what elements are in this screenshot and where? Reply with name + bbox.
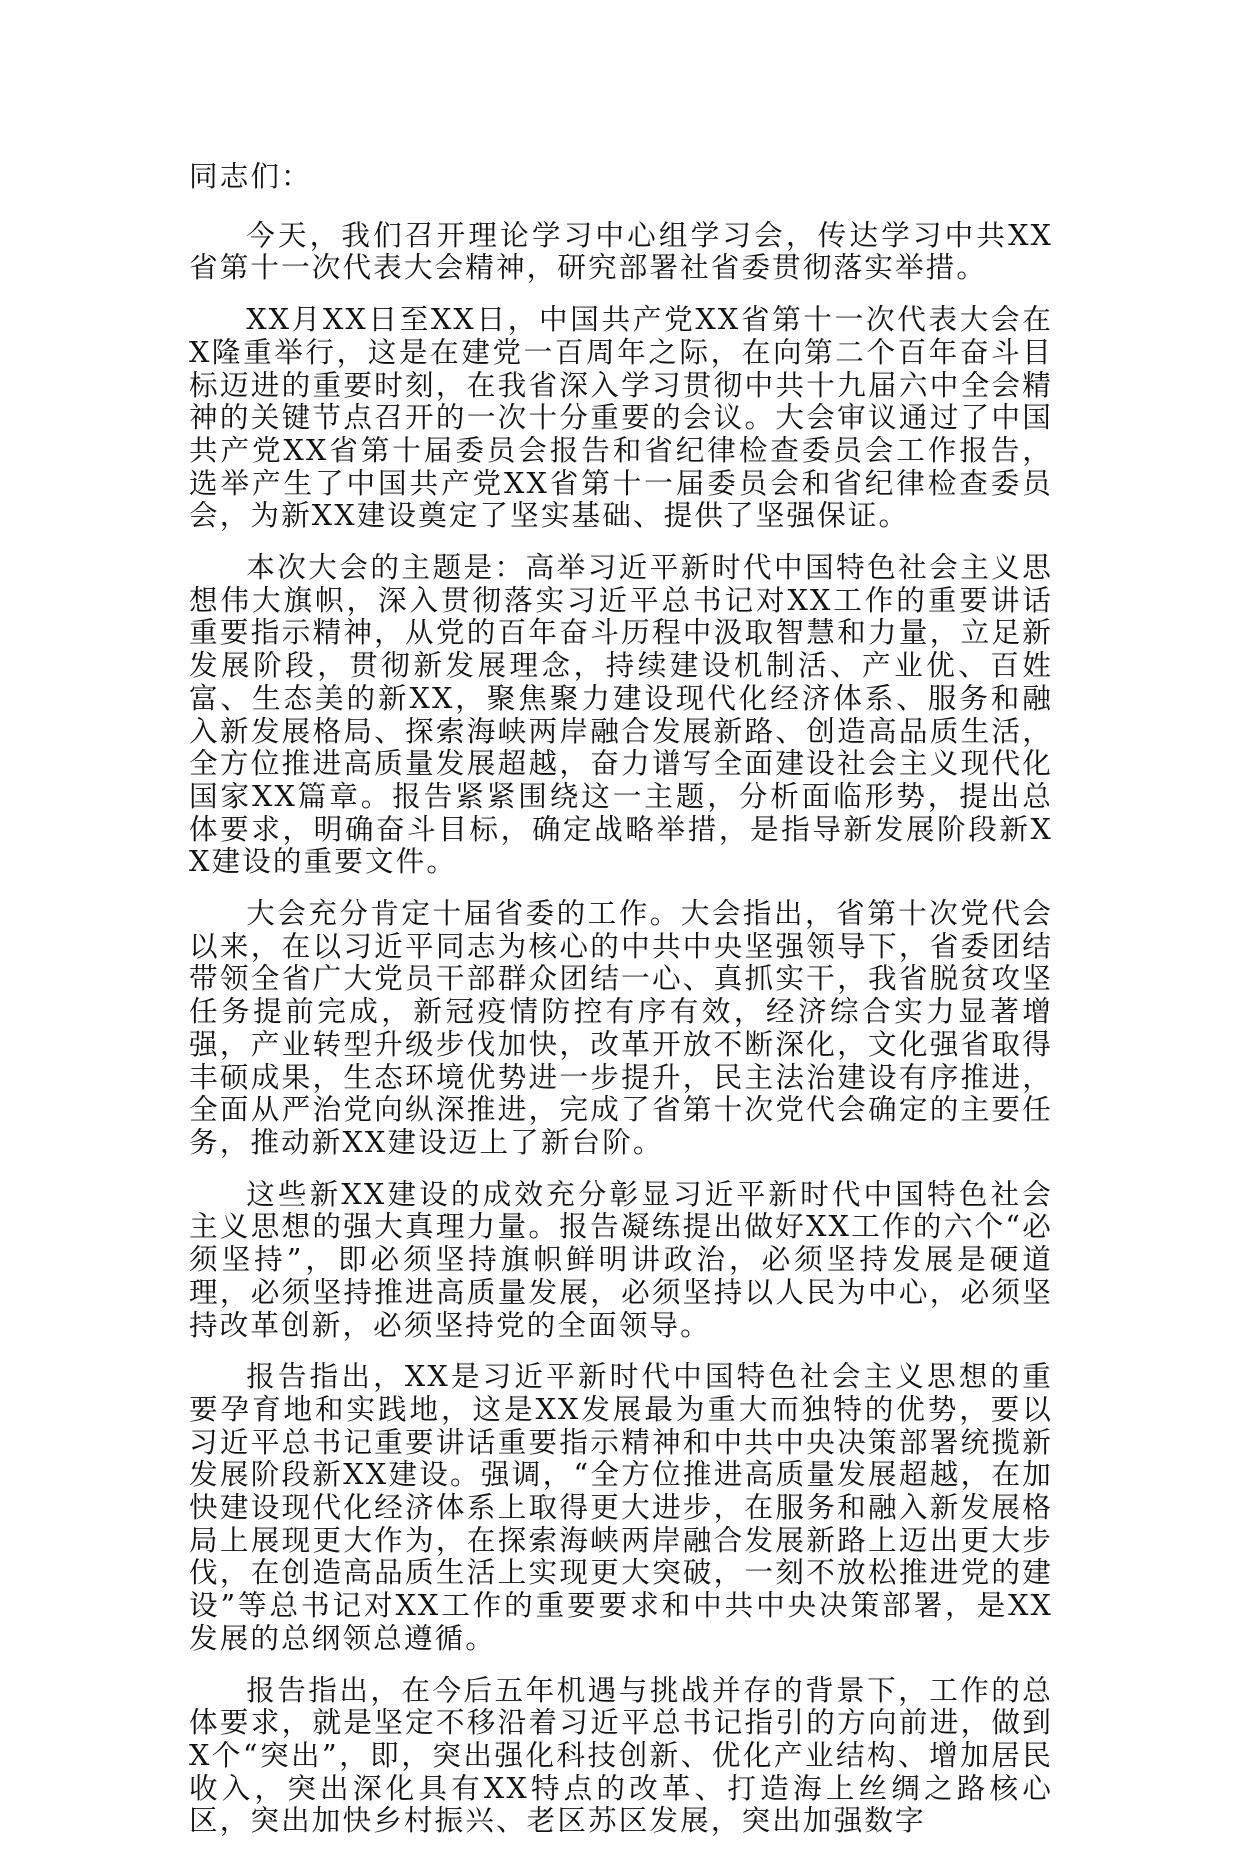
paragraph-intro: 今天，我们召开理论学习中心组学习会，传达学习中共XX省第十一次代表大会精神，研究部署社省委贯彻落实举措。 (189, 217, 1053, 285)
paragraph-congress-held: XX月XX日至XX日，中国共产党XX省第十一次代表大会在X隆重举行，这是在建党一百周年之际，在向第二个百年奋斗目标迈进的重要时刻，在我省深入学习贯彻中共十九届六中全会精神的关键节点召开的一次十分重要的会议。大会审议通过了中国共产党XX省第十届委员会报告和省纪律检查委员会工作报告，选举产生了中国共产党XX省第十一届委员会和省纪律检查委员会，为新XX建设奠定了坚实基础、提供了坚强保证。 (189, 302, 1053, 533)
document-page (189, 160, 1053, 1856)
paragraph-achievements: 大会充分肯定十届省委的工作。大会指出，省第十次党代会以来，在以习近平同志为核心的中共中央坚强领导下，省委团结带领全省广大党员干部群众团结一心、真抓实干，我省脱贫攻坚任务提前完成，新冠疫情防控有序有效，经济综合实力显著增强，产业转型升级步伐加快，改革开放不断深化，文化强省取得丰硕成果，生态环境优势进一步提升，民主法治建设有序推进，全面从严治党向纵深推进，完成了省第十次党代会确定的主要任务，推动新XX建设迈上了新台阶。 (189, 896, 1053, 1159)
paragraph-report-points: 报告指出，XX是习近平新时代中国特色社会主义思想的重要孕育地和实践地，这是XX发展最为重大而独特的优势，要以习近平总书记重要讲话重要指示精神和中共中央决策部署统揽新发展阶段新XX建设。强调，“全方位推进高质量发展超越，在加快建设现代化经济体系上取得更大进步，在服务和融入新发展格局上展现更大作为，在探索海峡两岸融合发展新路上迈出更大步伐，在创造高品质生活上实现更大突破，一刻不放松推进党的建设”等总书记对XX工作的重要要求和中共中央决策部署，是XX发展的总纲领总遵循。 (189, 1359, 1053, 1655)
salutation: 同志们： (189, 159, 312, 193)
paragraph-congress-theme: 本次大会的主题是：高举习近平新时代中国特色社会主义思想伟大旗帜，深入贯彻落实习近平总书记对XX工作的重要讲话重要指示精神，从党的百年奋斗历程中汲取智慧和力量，立足新发展阶段，贯彻新发展理念，持续建设机制活、产业优、百姓富、生态美的新XX，聚焦聚力建设现代化经济体系、服务和融入新发展格局、探索海峡两岸融合发展新路、创造高品质生活，全方位推进高质量发展超越，奋力谱写全面建设社会主义现代化国家XX篇章。报告紧紧围绕这一主题，分析面临形势，提出总体要求，明确奋斗目标，确定战略举措，是指导新发展阶段新XX建设的重要文件。 (189, 550, 1053, 879)
paragraph-six-musts: 这些新XX建设的成效充分彰显习近平新时代中国特色社会主义思想的强大真理力量。报告凝练提出做好XX工作的六个“必须坚持”，即必须坚持旗帜鲜明讲政治，必须坚持发展是硬道理，必须坚持推进高质量发展，必须坚持以人民为中心，必须坚持改革创新，必须坚持党的全面领导。 (189, 1176, 1053, 1342)
paragraph-general-requirements: 报告指出，在今后五年机遇与挑战并存的背景下，工作的总体要求，就是坚定不移沿着习近平总书记指引的方向前进，做到X个“突出”，即，突出强化科技创新、优化产业结构、增加居民收入，突出深化具有XX特点的改革、打造海上丝绸之路核心区，突出加快乡村振兴、老区苏区发展，突出加强数字 (189, 1672, 1053, 1838)
